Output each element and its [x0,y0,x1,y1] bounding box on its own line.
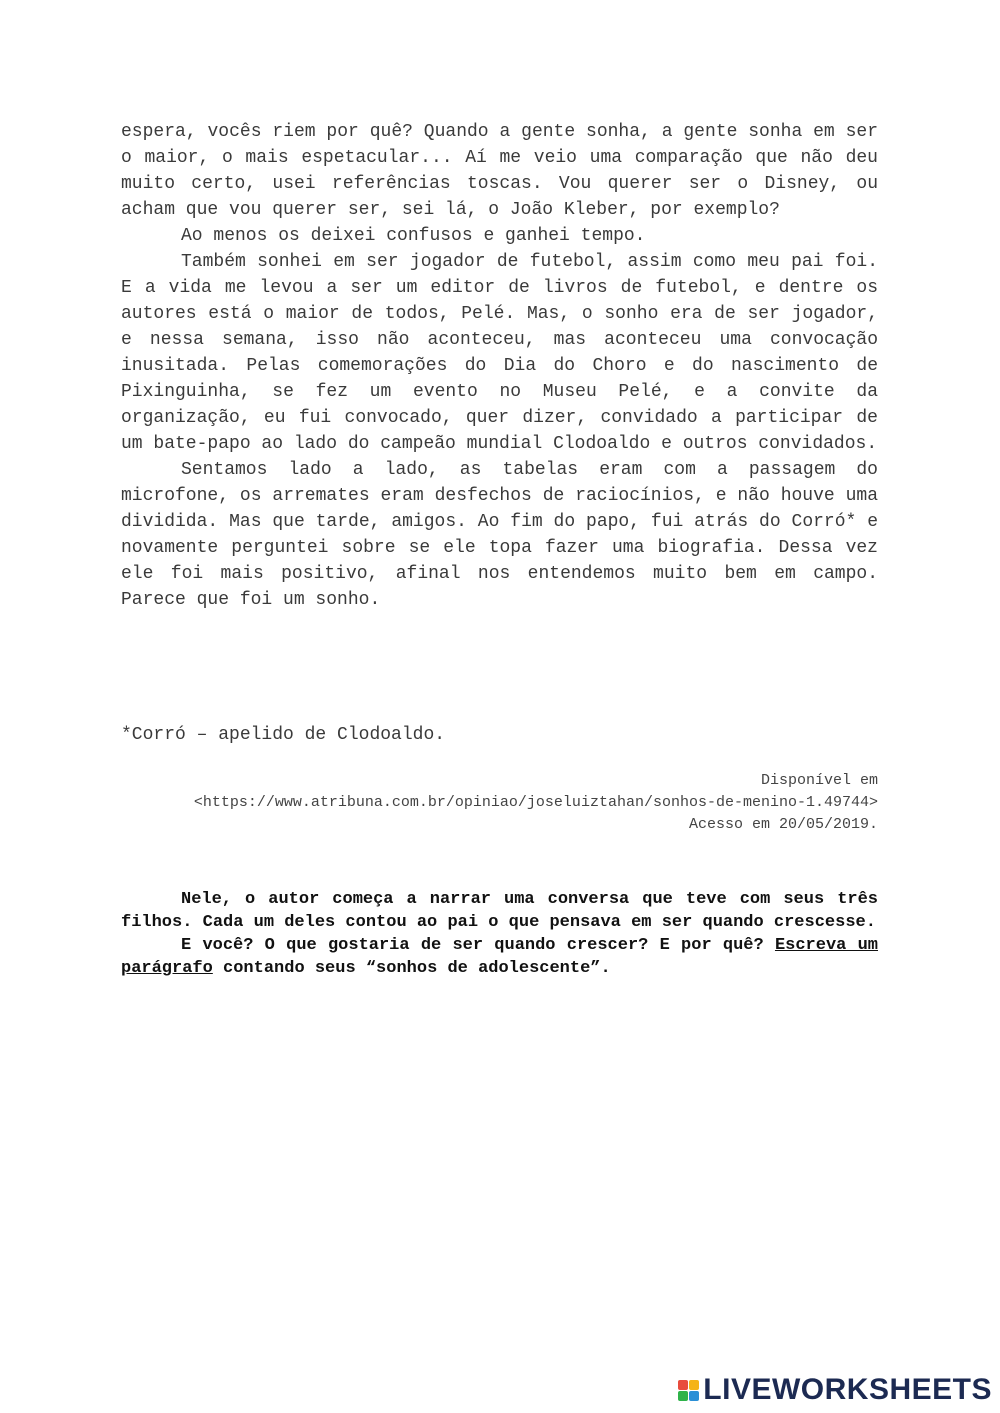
source-url: <https://www.atribuna.com.br/opiniao/joseluiztahan/sonhos-de-menino-1.49744> [193,794,878,811]
question-block [121,888,878,980]
question-prompt-underlined: Escreva um parágrafo [121,936,879,978]
liveworksheets-icon [678,1380,699,1401]
paragraph-2: Ao menos os deixei confusos e ganhei tempo. [181,226,646,246]
logo-text: LIVEWORKSHEETS [703,1373,992,1406]
logo-square-green [678,1391,688,1401]
liveworksheets-logo [678,1373,992,1407]
paragraph-1: espera, vocês riem por quê? Quando a gente sonha, a gente sonha em ser o maior, o mais espetacular... Aí me veio uma comparação que não deu muito certo, usei referências toscas. Vou querer ser o Disney, ou acham que vou querer ser, sei lá, o João Kleber, por exemplo? [121,122,878,220]
question-context: Nele, o autor começa a narrar uma conversa que teve com seus três filhos. Cada um deles contou ao pai o que pensava em ser quando crescesse. [121,890,878,932]
logo-square-yellow [689,1380,699,1390]
footnote: *Corró – apelido de Clodoaldo. [121,725,446,745]
paragraph-4: Sentamos lado a lado, as tabelas eram com a passagem do microfone, os arremates eram desfechos de raciocínios, e não houve uma dividida. Mas que tarde, amigos. Ao fim do papo, fui atrás do Corró* e novamente perguntei sobre se ele topa fazer uma biografia. Dessa vez ele foi mais positivo, afinal nos entendemos muito bem em campo. Parece que foi um sonho. [121,460,878,610]
question-prompt-end: contando seus “sonhos de adolescente”. [223,959,611,978]
source-citation [121,770,878,836]
source-available: Disponível em [760,772,878,789]
paragraph-3: Também sonhei em ser jogador de futebol, assim como meu pai foi. E a vida me levou a ser um editor de livros de futebol, e dentre os autores está o maior de todos, Pelé. Mas, o sonho era de ser jogador, e nessa semana, isso não aconteceu, mas aconteceu uma convocação inusitada. Pelas comemorações do Dia do Choro e do nascimento de Pixinguinha, se fez um evento no Museu Pelé, e a convite da organização, eu fui convocado, quer dizer, convidado a participar de um bate-papo ao lado do campeão mundial Clodoaldo e outros convidados. [121,252,878,454]
logo-square-red [678,1380,688,1390]
question-prompt [121,934,878,980]
question-prompt-start: E você? O que gostaria de ser quando crescer? E por quê? [181,936,764,955]
source-access-date: Acesso em 20/05/2019. [688,816,878,833]
article-text [121,119,878,613]
logo-square-blue [689,1391,699,1401]
